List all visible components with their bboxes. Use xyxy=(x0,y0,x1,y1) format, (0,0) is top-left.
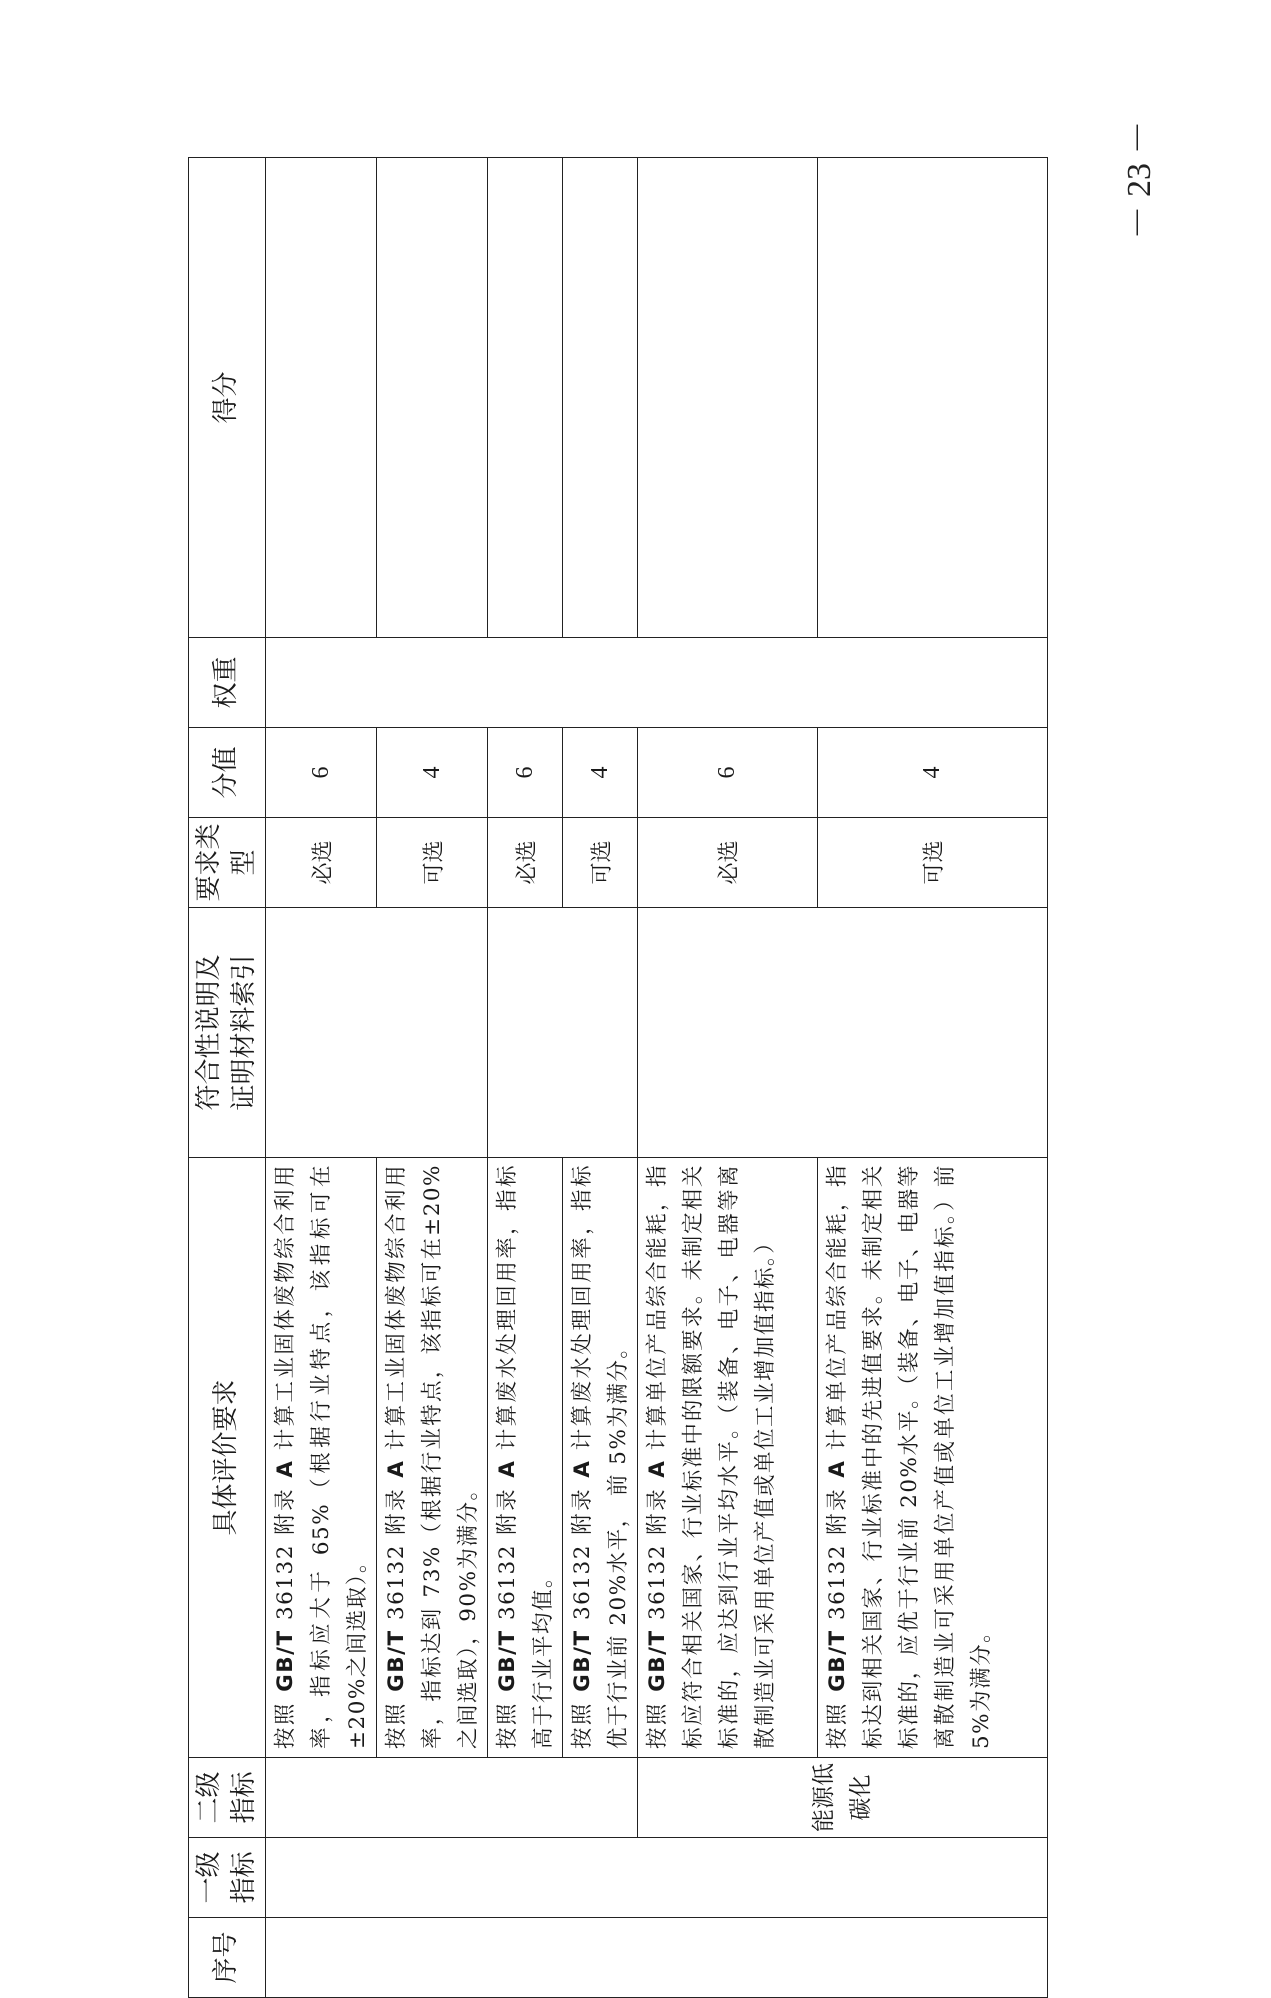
req-text: 36132 附录 xyxy=(495,1477,520,1630)
req-text: 36132 附录 xyxy=(273,1477,298,1630)
req-std: GB/T xyxy=(645,1629,670,1692)
req-text: 36132 附录 xyxy=(645,1477,670,1630)
req-text: 计算工业固体废物综合利用率，指标应大于 65%（根据行业特点，该指标可在±20%之间选取）。 xyxy=(273,1164,370,1749)
type-cell: 可选 xyxy=(377,818,488,908)
req-text: 按照 xyxy=(384,1691,409,1749)
score-cell xyxy=(377,158,488,638)
points-cell: 4 xyxy=(563,728,638,818)
req-text: 按照 xyxy=(570,1691,595,1749)
req-std: GB/T xyxy=(273,1629,298,1692)
evidence-cell xyxy=(266,908,488,1158)
level2-cell-energy xyxy=(638,1758,1048,1838)
req-annex: A xyxy=(825,1459,850,1478)
requirement-cell xyxy=(488,1158,563,1758)
header-level1 xyxy=(189,1838,266,1918)
seq-cell xyxy=(266,1918,1048,1998)
header-type: 要求类型 xyxy=(189,818,266,908)
points-cell: 4 xyxy=(377,728,488,818)
req-text: 计算单位产品综合能耗，指标达到相关国家、行业标准中的先进值要求。未制定相关标准的，应优于行业前 20%水平。（装备、电子、电器等离散制造业可采用单位产值或单位工业增加值指标。）前 5%为满分。 xyxy=(825,1164,994,1749)
req-std: GB/T xyxy=(570,1629,595,1692)
req-annex: A xyxy=(645,1459,670,1478)
points-cell: 4 xyxy=(818,728,1048,818)
header-level1-text: 一级 指标 xyxy=(193,1851,259,1904)
points-cell: 6 xyxy=(266,728,377,818)
level1-cell xyxy=(266,1838,1048,1918)
req-annex: A xyxy=(384,1459,409,1478)
req-text: 按照 xyxy=(495,1691,520,1749)
req-text: 36132 附录 xyxy=(384,1477,409,1630)
type-cell: 可选 xyxy=(818,818,1048,908)
table-row xyxy=(488,158,563,1998)
header-score: 得分 xyxy=(189,158,266,638)
req-text: 计算废水处理回用率，指标高于行业平均值。 xyxy=(495,1164,556,1749)
header-seq: 序号 xyxy=(189,1918,266,1998)
type-cell: 必选 xyxy=(488,818,563,908)
req-text: 按照 xyxy=(645,1691,670,1749)
level2-label: 能源低 碳化 xyxy=(810,1763,874,1832)
score-cell xyxy=(638,158,818,638)
table-row xyxy=(266,158,377,1998)
score-cell xyxy=(563,158,638,638)
evidence-cell xyxy=(488,908,638,1158)
req-annex: A xyxy=(273,1459,298,1478)
req-annex: A xyxy=(570,1459,595,1478)
type-cell: 必选 xyxy=(638,818,818,908)
header-level2-text: 二级 指标 xyxy=(193,1771,259,1824)
score-cell xyxy=(818,158,1048,638)
points-cell: 6 xyxy=(638,728,818,818)
req-std: GB/T xyxy=(495,1629,520,1692)
header-evidence-text: 符合性说明及 证明材料索引 xyxy=(193,954,259,1111)
requirement-cell xyxy=(818,1158,1048,1758)
header-points: 分值 xyxy=(189,728,266,818)
req-text: 计算废水处理回用率，指标优于行业前 20%水平， 前 5%为满分。 xyxy=(570,1164,631,1749)
header-level2 xyxy=(189,1758,266,1838)
header-row xyxy=(189,158,266,1998)
req-text: 36132 附录 xyxy=(825,1477,850,1630)
evaluation-table xyxy=(188,157,1048,1998)
rotated-table-wrapper xyxy=(188,158,1028,1998)
header-requirement: 具体评价要求 xyxy=(189,1158,266,1758)
score-cell xyxy=(488,158,563,638)
page-number: － 23 － xyxy=(1121,120,1158,240)
header-evidence xyxy=(189,908,266,1158)
requirement-cell xyxy=(266,1158,377,1758)
req-annex: A xyxy=(495,1459,520,1478)
score-cell xyxy=(266,158,377,638)
level2-cell-blank xyxy=(266,1758,638,1838)
points-cell: 6 xyxy=(488,728,563,818)
req-text: 计算单位产品综合能耗，指标应符合相关国家、行业标准中的限额要求。未制定相关标准的，应达到行业平均水平。（装备、电子、电器等离散制造业可采用单位产值或单位工业增加值指标。） xyxy=(645,1164,778,1749)
evidence-cell xyxy=(638,908,1048,1158)
type-cell: 可选 xyxy=(563,818,638,908)
header-weight: 权重 xyxy=(189,638,266,728)
requirement-cell xyxy=(638,1158,818,1758)
req-text: 按照 xyxy=(273,1691,298,1749)
req-text: 按照 xyxy=(825,1691,850,1749)
req-text: 计算工业固体废物综合利用率，指标达到 73%（根据行业特点，该指标可在±20%之间选取），90%为满分。 xyxy=(384,1164,481,1749)
type-cell: 必选 xyxy=(266,818,377,908)
requirement-cell xyxy=(563,1158,638,1758)
weight-cell xyxy=(266,638,1048,728)
requirement-cell xyxy=(377,1158,488,1758)
req-std: GB/T xyxy=(384,1629,409,1692)
table-row xyxy=(638,158,818,1998)
req-text: 36132 附录 xyxy=(570,1477,595,1630)
req-std: GB/T xyxy=(825,1629,850,1692)
